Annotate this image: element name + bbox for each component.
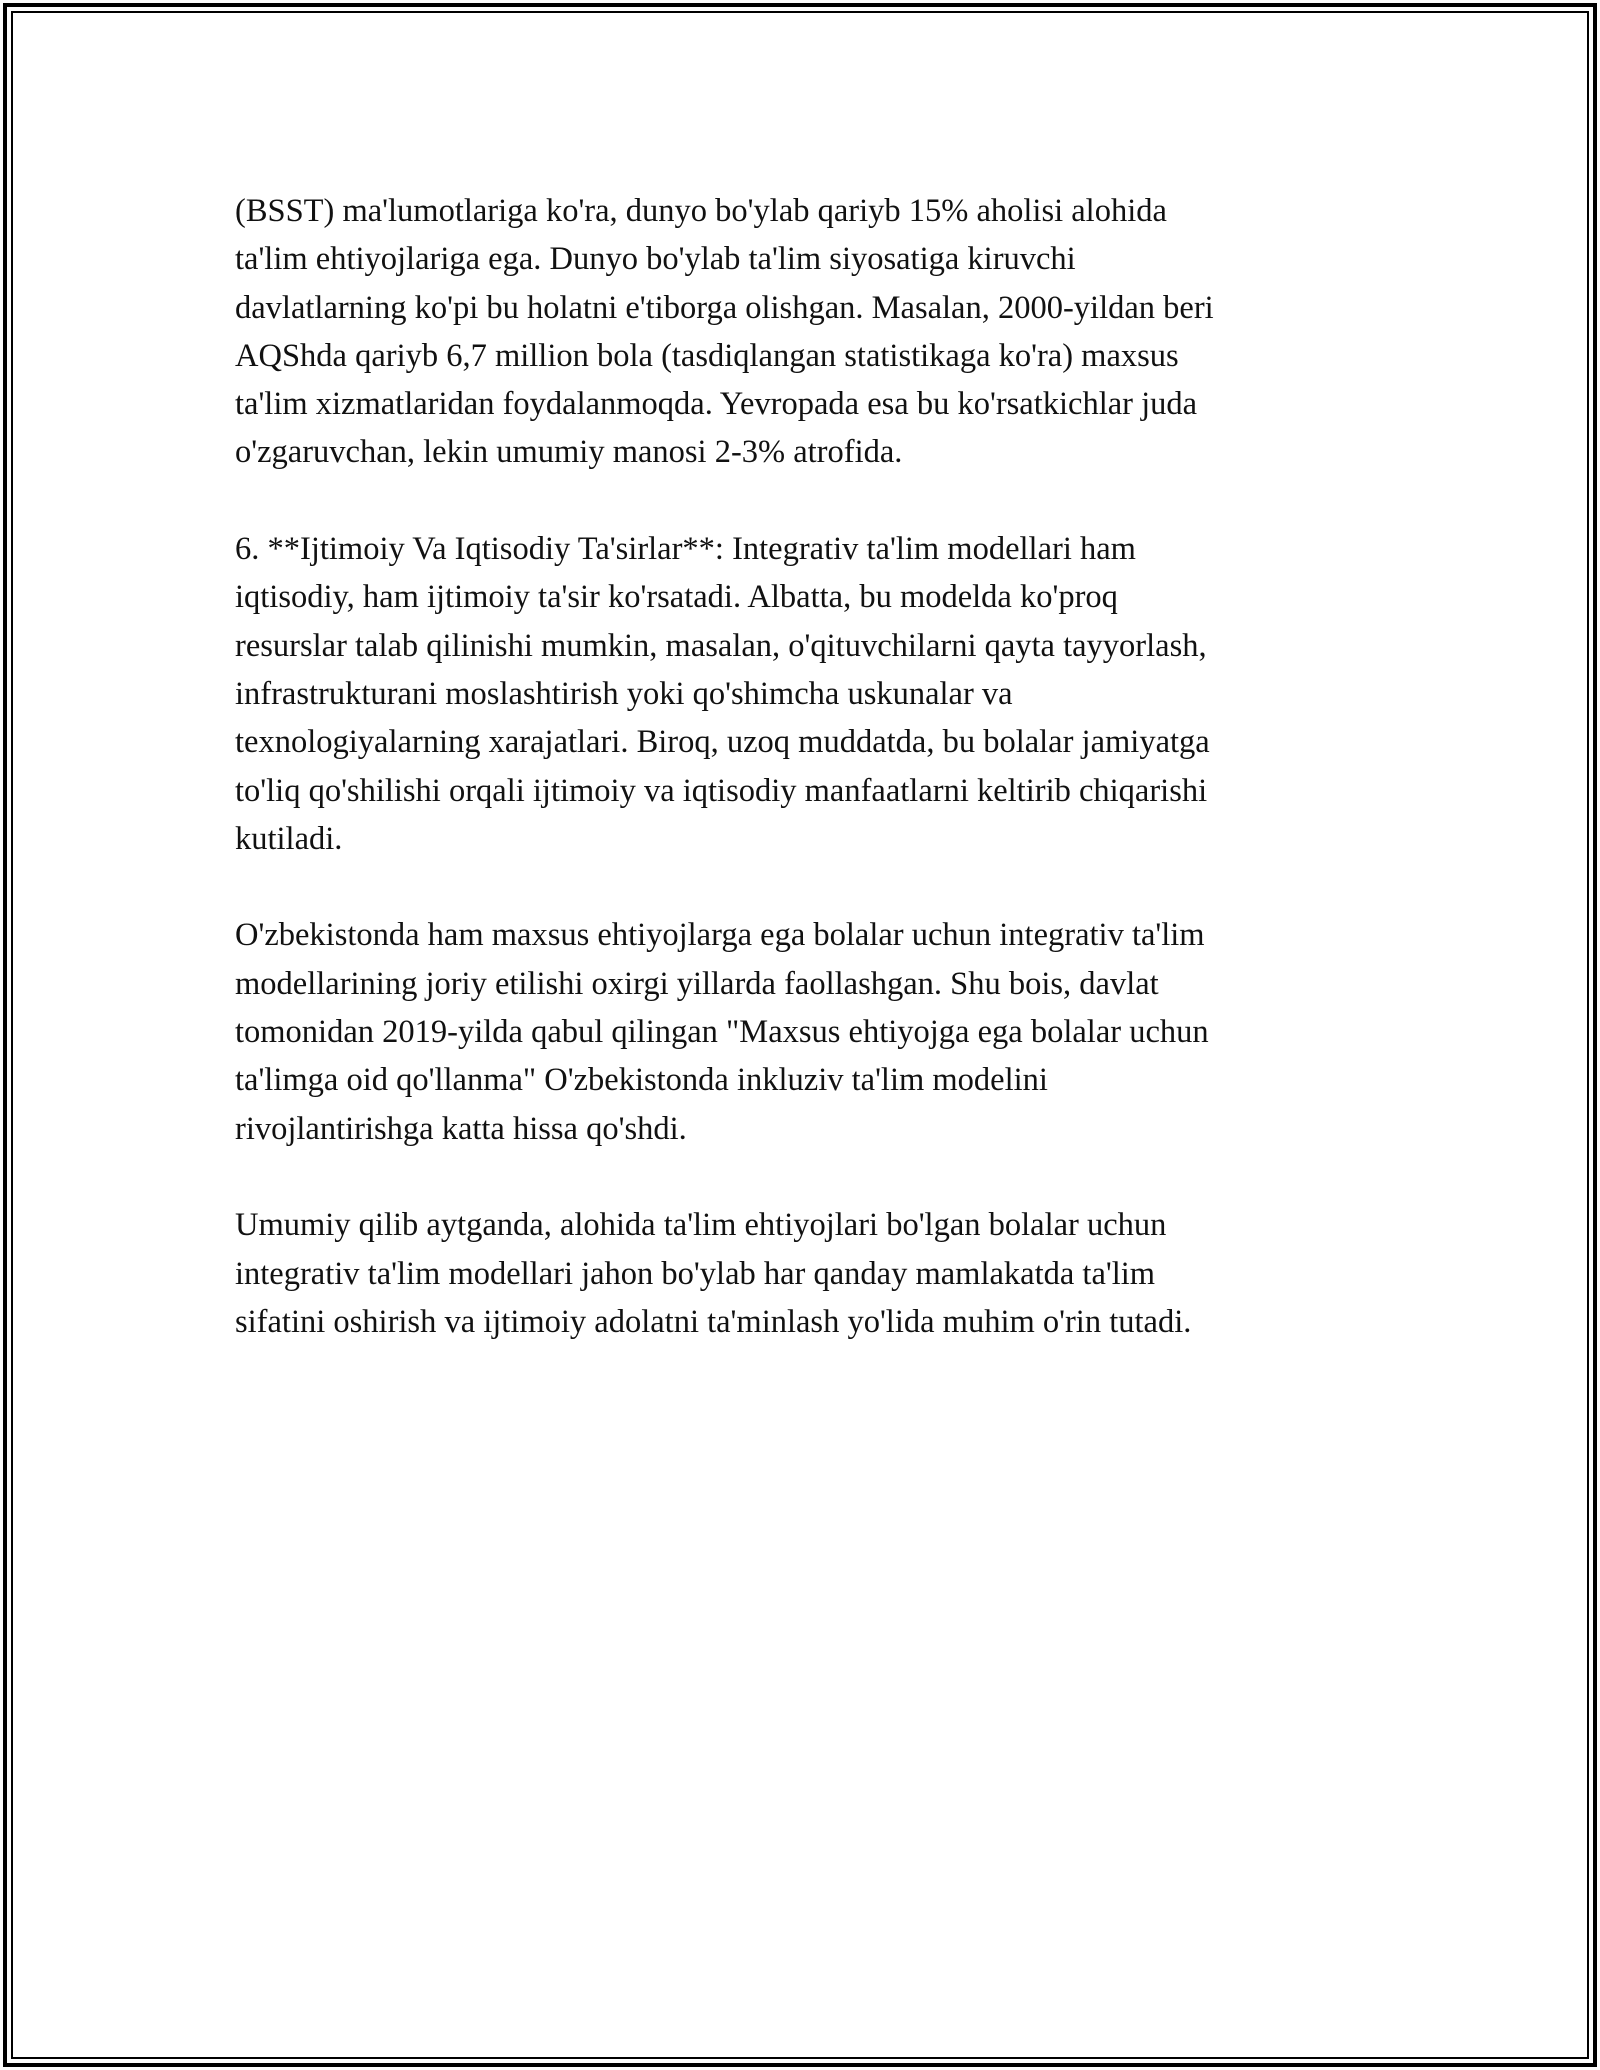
text-line: (BSST) ma'lumotlariga ko'ra, dunyo bo'ylab qariyb 15% aholisi alohida xyxy=(235,193,1167,229)
text-line: AQShda qariyb 6,7 million bola (tasdiqlangan statistikaga ko'ra) maxsus xyxy=(235,337,1179,374)
text-line: o'zgaruvchan, lekin umumiy manosi 2-3% atrofida. xyxy=(235,434,903,471)
text-line: davlatlarning ko'pi bu holatni e'tiborga olishgan. Masalan, 2000-yildan beri xyxy=(235,289,1214,326)
text-line: to'liq qo'shilishi orqali ijtimoiy va iqtisodiy manfaatlarni keltirib chiqarishi xyxy=(235,772,1208,809)
paragraph-statistics xyxy=(235,187,1365,477)
text-line: ta'lim xizmatlaridan foydalanmoqda. Yevropada esa bu ko'rsatkichlar juda xyxy=(235,386,1198,423)
paragraph-social-economic-impact xyxy=(235,525,1365,863)
text-line: integrativ ta'lim modellari jahon bo'ylab har qanday mamlakatda ta'lim xyxy=(235,1255,1156,1292)
text-line: ta'lim ehtiyojlariga ega. Dunyo bo'ylab ta'lim siyosatiga kiruvchi xyxy=(235,241,1076,278)
text-line: modellarining joriy etilishi oxirgi yillarda faollashgan. Shu bois, davlat xyxy=(235,965,1159,1002)
text-line: kutiladi. xyxy=(235,820,343,857)
text-line: resurslar talab qilinishi mumkin, masalan, o'qituvchilarni qayta tayyorlash, xyxy=(235,627,1207,664)
text-line: 6. **Ijtimoiy Va Iqtisodiy Ta'sirlar**: Integrativ ta'lim modellari ham xyxy=(235,531,1136,568)
text-line: rivojlantirishga katta hissa qo'shdi. xyxy=(235,1110,687,1147)
paragraph-conclusion xyxy=(235,1201,1365,1346)
document-body xyxy=(235,187,1365,1394)
text-line: Umumiy qilib aytganda, alohida ta'lim ehtiyojlari bo'lgan bolalar uchun xyxy=(235,1207,1167,1244)
text-line: sifatini oshirish va ijtimoiy adolatni ta'minlash yo'lida muhim o'rin tutadi. xyxy=(235,1303,1192,1340)
text-line: infrastrukturani moslashtirish yoki qo'shimcha uskunalar va xyxy=(235,675,1013,712)
text-line: texnologiyalarning xarajatlari. Biroq, uzoq muddatda, bu bolalar jamiyatga xyxy=(235,724,1210,761)
text-line: O'zbekistonda ham maxsus ehtiyojlarga ega bolalar uchun integrativ ta'lim xyxy=(235,917,1205,954)
paragraph-uzbekistan xyxy=(235,911,1365,1152)
text-line: ta'limga oid qo'llanma" O'zbekistonda inkluziv ta'lim modelini xyxy=(235,1062,1048,1099)
text-line: iqtisodiy, ham ijtimoiy ta'sir ko'rsatadi. Albatta, bu modelda ko'proq xyxy=(235,579,1118,616)
text-line: tomonidan 2019-yilda qabul qilingan "Maxsus ehtiyojga ega bolalar uchun xyxy=(235,1014,1209,1051)
